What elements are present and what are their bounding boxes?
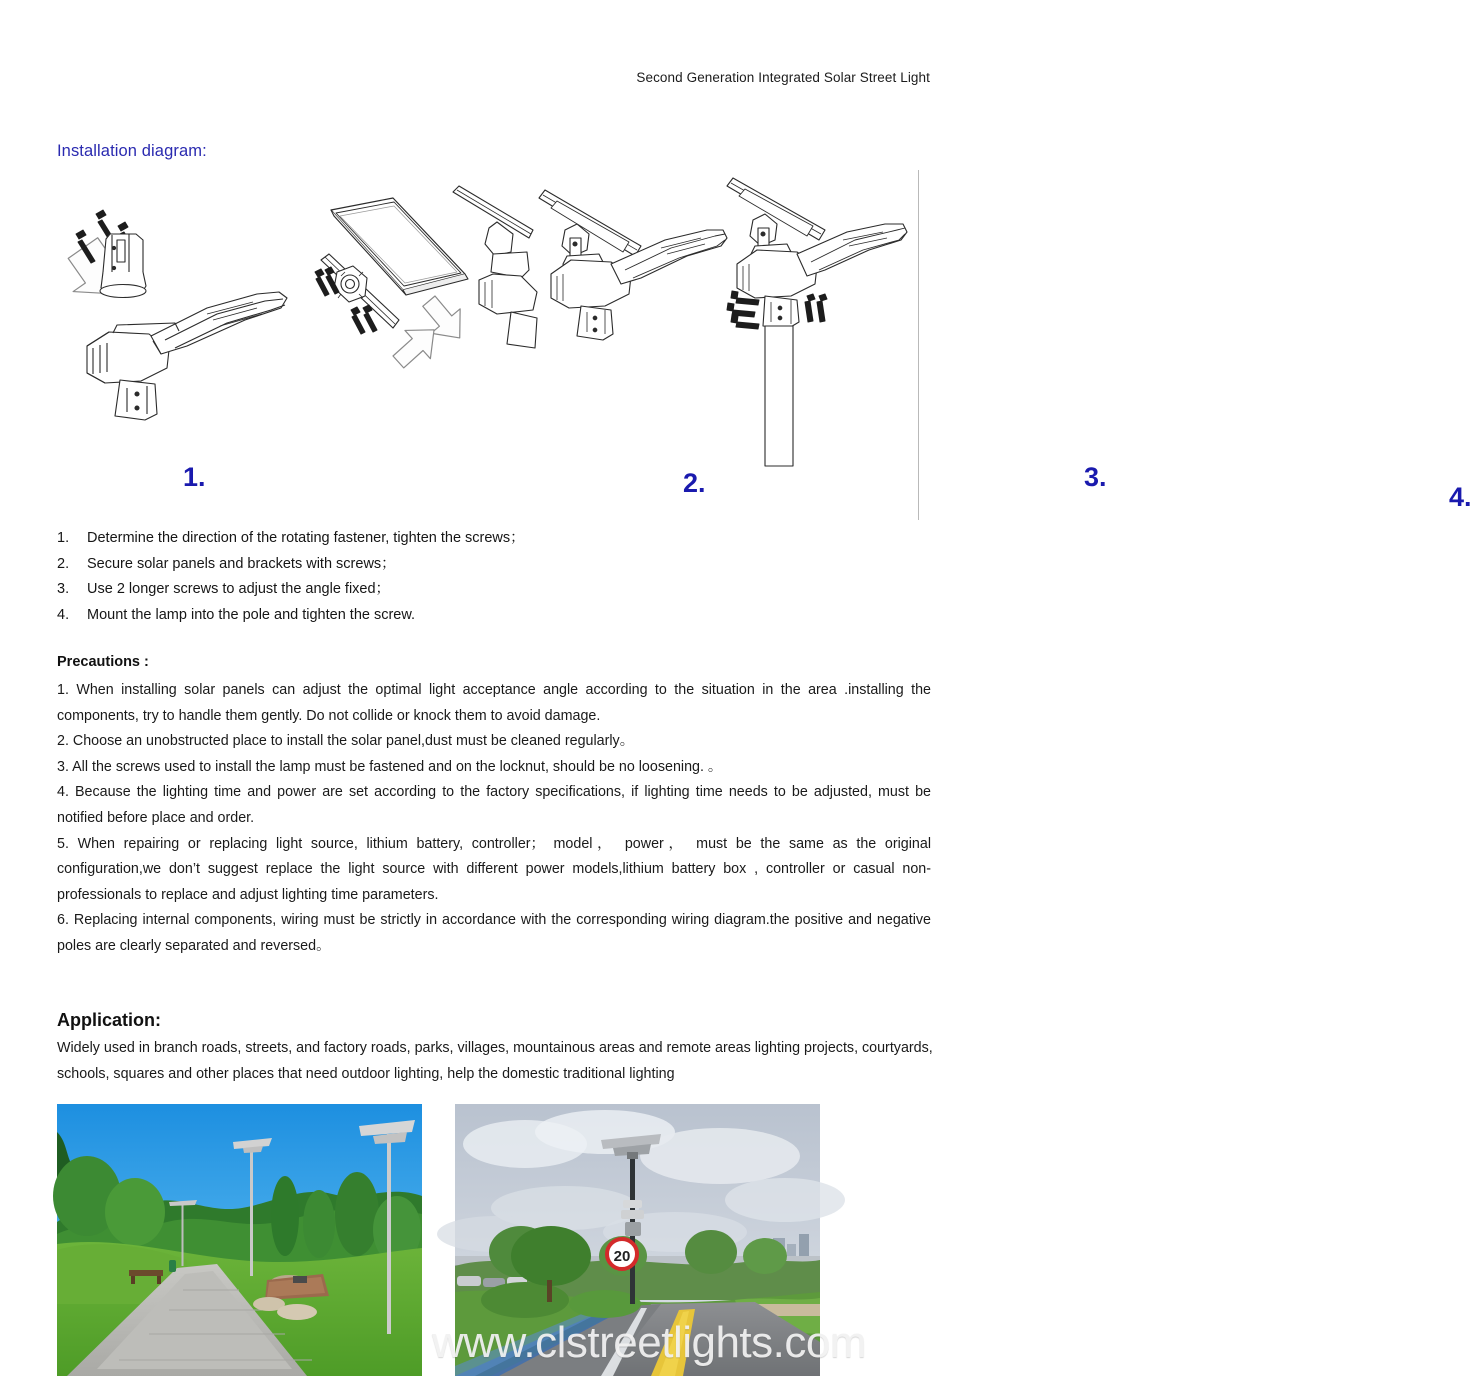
- installation-steps-list: [57, 526, 697, 628]
- park-pathway-solar-street-lights-photo: [57, 1104, 422, 1376]
- step-4-illustration: [707, 168, 922, 498]
- installation-step-text: Secure solar panels and brackets with screws；: [87, 555, 396, 572]
- step-4-number: 4.: [1449, 482, 1472, 512]
- diagram-step-2: [307, 168, 706, 520]
- precaution-item: 4. Because the lighting time and power are set according to the factory specifications, if lighting time needs to be adjusted, must be notified before place and order.: [57, 784, 931, 826]
- installation-step-index: 1.: [57, 530, 70, 546]
- precautions-heading: Precautions :: [57, 654, 149, 670]
- precaution-item: 2. Choose an unobstructed place to install the solar panel,dust must be cleaned regularly。: [57, 733, 634, 750]
- riverside-road-solar-street-light-photo: [455, 1104, 820, 1376]
- installation-step-index: 4.: [57, 606, 70, 623]
- step-1-number: 1.: [183, 462, 206, 492]
- park-photo-graphic: [57, 1104, 422, 1376]
- diagram-step-1: [57, 168, 307, 520]
- diagram-step-4: [707, 168, 1472, 520]
- riverside-photo-graphic: [455, 1104, 820, 1376]
- precaution-item: 6. Replacing internal components, wiring must be strictly in accordance with the corresponding wiring diagram.the positive and negative poles are clearly separated and reversed。: [57, 912, 931, 954]
- precautions-list: [57, 678, 931, 960]
- step-3-number: 3.: [1084, 462, 1107, 492]
- installation-step-index: 2.: [57, 555, 70, 572]
- installation-step-text: Mount the lamp into the pole and tighten the screw.: [87, 606, 416, 623]
- speed-limit-sign-value: 20: [613, 1248, 631, 1265]
- document-header-title: Second Generation Integrated Solar Street Light: [636, 70, 930, 85]
- installation-diagram: [57, 168, 1472, 520]
- step-2-illustration: [307, 168, 537, 468]
- installation-step-text: Determine the direction of the rotating fastener, tighten the screws；: [87, 530, 525, 546]
- site-watermark: www.clstreetlights.com: [432, 1318, 867, 1367]
- step-2-number: 2.: [683, 468, 706, 498]
- application-heading: Application:: [57, 1010, 161, 1030]
- installation-step-item: [57, 526, 697, 552]
- installation-diagram-heading: Installation diagram:: [57, 142, 207, 160]
- installation-step-item: [57, 552, 697, 578]
- precaution-item: 3. All the screws used to install the lamp must be fastened and on the locknut, should be no loosening. 。: [57, 758, 723, 775]
- installation-step-item: [57, 577, 697, 603]
- precaution-item: 5. When repairing or replacing light source, lithium battery, controller； model， power， must be the same as the original configuration,we don’t suggest replace the light source with different power models,lithium battery box , controller or casual non-professionals to replace and adjust lighting time parameters.: [57, 835, 931, 903]
- precaution-item: 1. When installing solar panels can adjust the optimal light acceptance angle according to the situation in the area .installing the components, try to handle them gently. Do not collide or knock them to avoid damage.: [57, 682, 931, 724]
- application-text: Widely used in branch roads, streets, and factory roads, parks, villages, mountainous areas and remote areas lighting projects, courtyards, schools, squares and other places that need outdoor lighting, help the domestic traditional lighting: [57, 1040, 933, 1082]
- installation-step-index: 3.: [57, 581, 70, 597]
- step-1-illustration: [57, 168, 307, 468]
- installation-step-text: Use 2 longer screws to adjust the angle fixed；: [87, 581, 391, 597]
- installation-step-item: [57, 603, 697, 629]
